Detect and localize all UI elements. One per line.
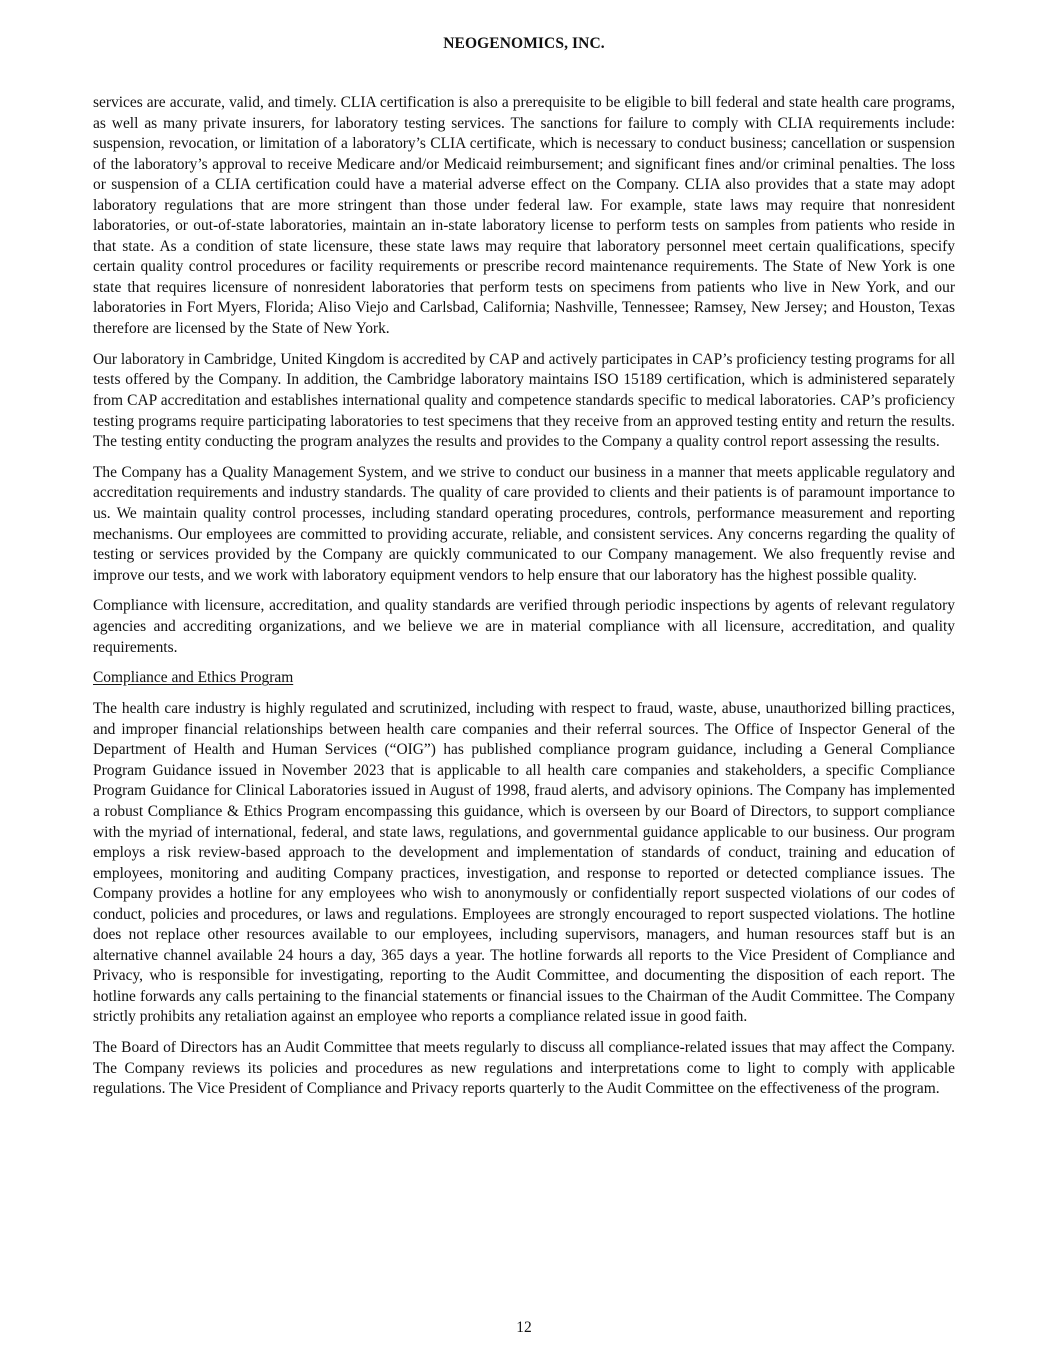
paragraph-audit-committee: The Board of Directors has an Audit Committee that meets regularly to discuss all compliance-related issues that may affect the Company. The Company reviews its policies and procedures as new regulations and interpretations come to light to comply with applicable regulations. The Vice President of Compliance and Privacy reports quarterly to the Audit Committee on the effectiveness of the program.: [93, 1039, 955, 1098]
page-number: 12: [516, 1319, 532, 1336]
section-heading-compliance-ethics: Compliance and Ethics Program: [93, 669, 294, 687]
paragraph-cambridge-laboratory: Our laboratory in Cambridge, United Kingdom is accredited by CAP and actively participates in CAP’s proficiency testing programs for all tests offered by the Company. In addition, the Cambridge laboratory maintains ISO 15189 certification, which is administered separately from CAP accreditation and establishes international quality and competence standards specific to medical laboratories. CAP’s proficiency testing programs require participating laboratories to test specimens that they receive from an approved testing entity and return the results. The testing entity conducting the program analyzes the results and provides to the Company a quality control report assessing the results.: [93, 350, 956, 451]
page-header-company-name: NEOGENOMICS, INC.: [443, 35, 605, 52]
paragraph-compliance-program: The health care industry is highly regulated and scrutinized, including with respect to fraud, waste, abuse, unauthorized billing practices, and improper financial relationships between health care companies and their referral sources. The Office of Inspector General of the Department of Health and Human Services (“OIG”) has published compliance program guidance, including a General Compliance Program Guidance issued in November 2023 that is applicable to all health care companies and stakeholders, a specific Compliance Program Guidance for Clinical Laboratories issued in August of 1998, fraud alerts, and advisory opinions. The Company has implemented a robust Compliance & Ethics Program encompassing this guidance, which is overseen by our Board of Directors, to support compliance with the myriad of international, federal, and state laws, regulations, and governmental guidance applicable to our business. Our program employs a risk review-based approach to the development and implementation of standards of conduct, training and education of employees, monitoring and auditing Company practices, investigation, and response to reported or detected compliance issues. The Company provides a hotline for any employees who wish to anonymously or confidentially report suspected violations of our codes of conduct, policies and procedures, or laws and regulations. Employees are strongly encouraged to report suspected violations. The hotline does not replace other resources available to our employees, including supervisors, managers, and human resources staff but is an alternative channel available 24 hours a day, 365 days a year. The hotline forwards all reports to the Vice President of Compliance and Privacy, who is responsible for investigating, reporting to the Audit Committee, and documenting the disposition of each report. The hotline forwards any calls pertaining to the financial statements or financial issues to the Chairman of the Audit Committee. The Company strictly prohibits any retaliation against an employee who reports a compliance related issue in good faith.: [93, 700, 955, 1026]
paragraph-quality-management-system: The Company has a Quality Management System, and we strive to conduct our business in a manner that meets applicable regulatory and accreditation requirements and industry standards. The quality of care provided to clients and their patients is of paramount importance to us. We maintain quality control processes, including standard operating procedures, controls, performance measurement and reporting mechanisms. Our employees are committed to providing accurate, reliable, and consistent services. Any concerns regarding the quality of testing or services provided by the Company are quickly communicated to our Company management. We also frequently revise and improve our tests, and we work with laboratory equipment vendors to help ensure that our laboratory has the highest possible quality.: [93, 463, 955, 584]
paragraph-compliance-inspections: Compliance with licensure, accreditation, and quality standards are verified through periodic inspections by agents of relevant regulatory agencies and accrediting organizations, and we believe we are in material compliance with all licensure, accreditation, and quality requirements.: [93, 597, 955, 656]
document-body: [93, 93, 955, 1110]
paragraph-clia-licensure: services are accurate, valid, and timely. CLIA certification is also a prerequisite to be eligible to bill federal and state health care programs, as well as many private insurers, for laboratory testing services. The sanctions for failure to comply with CLIA requirements include: suspension, revocation, or limitation of a laboratory’s CLIA certificate, which is necessary to conduct business; cancellation or suspension of the laboratory’s approval to receive Medicare and/or Medicaid reimbursement; and significant fines and/or criminal penalties. The loss or suspension of a CLIA certification could have a material adverse effect on the Company. CLIA also provides that a state may adopt laboratory regulations that are more stringent than those under federal law. For example, state laws may require that nonresident laboratories, or out-of-state laboratories, maintain an in-state laboratory license to perform tests on samples from patients who reside in that state. As a condition of state licensure, these state laws may require that laboratory personnel meet certain qualifications, specify certain quality control procedures or facility requirements or prescribe record maintenance requirements. The State of New York is one state that requires licensure of nonresident laboratories that perform tests on specimens from patients who live in New York, and our laboratories in Fort Myers, Florida; Aliso Viejo and Carlsbad, California; Nashville, Tennessee; Ramsey, New Jersey; and Houston, Texas therefore are licensed by the State of New York.: [93, 94, 955, 338]
